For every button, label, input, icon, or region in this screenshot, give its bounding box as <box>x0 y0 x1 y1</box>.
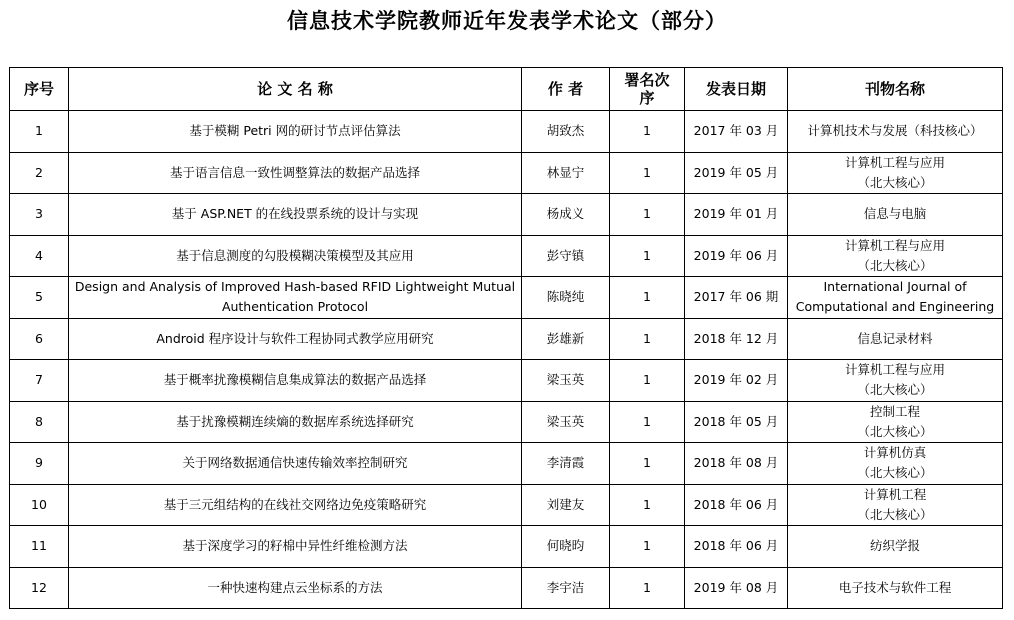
cell-rank: 1 <box>610 235 685 277</box>
table-row <box>10 318 1003 360</box>
cell-rank: 1 <box>610 443 685 485</box>
header-title: 论 文 名 称 <box>69 68 522 111</box>
cell-rank: 1 <box>610 277 685 319</box>
cell-title: 基于概率扰豫模糊信息集成算法的数据产品选择 <box>69 360 522 402</box>
cell-author: 彭雄新 <box>522 318 610 360</box>
cell-date: 2017 年 03 月 <box>685 111 788 153</box>
cell-title: Android 程序设计与软件工程协同式教学应用研究 <box>69 318 522 360</box>
header-row <box>10 68 1003 111</box>
cell-journal <box>788 401 1003 443</box>
cell-journal <box>788 318 1003 360</box>
cell-index: 11 <box>10 526 69 568</box>
table-row <box>10 152 1003 194</box>
table-row <box>10 526 1003 568</box>
cell-date: 2019 年 02 月 <box>685 360 788 402</box>
cell-title: 基于信息测度的勾股模糊决策模型及其应用 <box>69 235 522 277</box>
journal-line: 信息记录材料 <box>857 330 933 346</box>
cell-date: 2019 年 08 月 <box>685 567 788 609</box>
cell-date: 2018 年 08 月 <box>685 443 788 485</box>
header-index: 序号 <box>10 68 69 111</box>
cell-rank: 1 <box>610 360 685 402</box>
cell-date: 2018 年 06 月 <box>685 484 788 526</box>
cell-author: 刘建友 <box>522 484 610 526</box>
journal-line: 计算机工程与应用 <box>844 154 945 170</box>
cell-date: 2019 年 06 月 <box>685 235 788 277</box>
cell-journal <box>788 360 1003 402</box>
header-journal: 刊物名称 <box>788 68 1003 111</box>
journal-line: （北大核心） <box>857 382 933 398</box>
journal-line: 计算机仿真 <box>863 445 927 461</box>
cell-journal <box>788 152 1003 194</box>
cell-index: 9 <box>10 443 69 485</box>
cell-title: 关于网络数据通信快速传输效率控制研究 <box>69 443 522 485</box>
table-row <box>10 194 1003 236</box>
cell-author: 杨成义 <box>522 194 610 236</box>
journal-line: 计算机工程 <box>863 486 927 502</box>
cell-author: 何晓昀 <box>522 526 610 568</box>
table-body <box>10 111 1003 609</box>
cell-title: 一种快速构建点云坐标系的方法 <box>69 567 522 609</box>
cell-date: 2018 年 12 月 <box>685 318 788 360</box>
cell-journal <box>788 526 1003 568</box>
cell-title: 基于深度学习的籽棉中异性纤维检测方法 <box>69 526 522 568</box>
document-title: 信息技术学院教师近年发表学术论文（部分） <box>287 9 727 33</box>
cell-author: 梁玉英 <box>522 360 610 402</box>
journal-line: 信息与电脑 <box>863 206 927 222</box>
table-row <box>10 277 1003 319</box>
cell-journal <box>788 567 1003 609</box>
cell-journal <box>788 484 1003 526</box>
cell-author: 彭守镇 <box>522 235 610 277</box>
papers-table <box>9 67 1003 609</box>
cell-index: 4 <box>10 235 69 277</box>
journal-line: （北大核心） <box>857 257 933 273</box>
journal-line: 纺织学报 <box>869 538 920 554</box>
journal-line: 计算机工程与应用 <box>844 237 945 253</box>
cell-title: 基于 ASP.NET 的在线投票系统的设计与实现 <box>69 194 522 236</box>
cell-rank: 1 <box>610 194 685 236</box>
journal-line: 控制工程 <box>869 403 920 419</box>
journal-line: International Journal of <box>823 279 967 295</box>
cell-index: 12 <box>10 567 69 609</box>
journal-line: Computational and Engineering <box>795 299 995 315</box>
cell-date: 2017 年 06 期 <box>685 277 788 319</box>
cell-index: 7 <box>10 360 69 402</box>
cell-index: 3 <box>10 194 69 236</box>
cell-index: 5 <box>10 277 69 319</box>
cell-index: 2 <box>10 152 69 194</box>
cell-author: 李宇洁 <box>522 567 610 609</box>
journal-line: （北大核心） <box>857 423 933 439</box>
cell-date: 2019 年 05 月 <box>685 152 788 194</box>
cell-journal <box>788 235 1003 277</box>
cell-rank: 1 <box>610 111 685 153</box>
cell-title: 基于三元组结构的在线社交网络边免疫策略研究 <box>69 484 522 526</box>
cell-title: 基于扰豫模糊连续熵的数据库系统选择研究 <box>69 401 522 443</box>
cell-date: 2018 年 06 月 <box>685 526 788 568</box>
cell-rank: 1 <box>610 567 685 609</box>
table-row <box>10 235 1003 277</box>
cell-title: Design and Analysis of Improved Hash-based RFID Lightweight Mutual Authentication Protocol <box>69 277 522 319</box>
journal-line: （北大核心） <box>857 506 933 522</box>
table-row <box>10 484 1003 526</box>
table-row <box>10 111 1003 153</box>
cell-rank: 1 <box>610 526 685 568</box>
cell-journal <box>788 111 1003 153</box>
journal-line: 电子技术与软件工程 <box>838 579 952 595</box>
cell-author: 林显宁 <box>522 152 610 194</box>
cell-index: 10 <box>10 484 69 526</box>
cell-date: 2018 年 05 月 <box>685 401 788 443</box>
cell-rank: 1 <box>610 401 685 443</box>
journal-line: 计算机技术与发展（科技核心） <box>807 123 983 139</box>
cell-index: 6 <box>10 318 69 360</box>
header-rank: 署名次序 <box>610 68 685 111</box>
table-row <box>10 401 1003 443</box>
header-date: 发表日期 <box>685 68 788 111</box>
cell-author: 胡致杰 <box>522 111 610 153</box>
journal-line: （北大核心） <box>857 465 933 481</box>
cell-index: 1 <box>10 111 69 153</box>
table-row <box>10 443 1003 485</box>
table-row <box>10 360 1003 402</box>
cell-journal <box>788 194 1003 236</box>
cell-journal <box>788 277 1003 319</box>
cell-title: 基于模糊 Petri 网的研讨节点评估算法 <box>69 111 522 153</box>
cell-author: 李清霞 <box>522 443 610 485</box>
cell-journal <box>788 443 1003 485</box>
header-author: 作 者 <box>522 68 610 111</box>
cell-rank: 1 <box>610 484 685 526</box>
table-row <box>10 567 1003 609</box>
cell-index: 8 <box>10 401 69 443</box>
cell-title: 基于语言信息一致性调整算法的数据产品选择 <box>69 152 522 194</box>
cell-author: 陈晓纯 <box>522 277 610 319</box>
cell-date: 2019 年 01 月 <box>685 194 788 236</box>
cell-rank: 1 <box>610 318 685 360</box>
cell-rank: 1 <box>610 152 685 194</box>
cell-author: 梁玉英 <box>522 401 610 443</box>
journal-line: 计算机工程与应用 <box>844 362 945 378</box>
journal-line: （北大核心） <box>857 174 933 190</box>
